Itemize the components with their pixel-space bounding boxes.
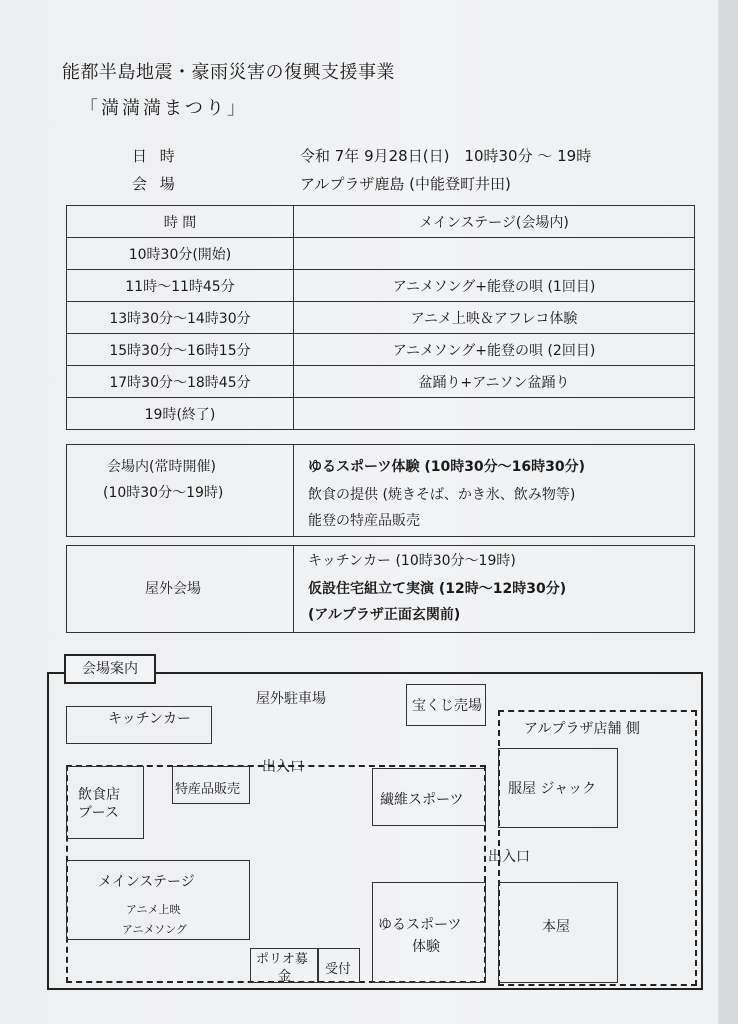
indoor-item: 能登の特産品販売 [308, 513, 420, 529]
indoor-item: 飲食の提供 (焼きそば、かき氷、飲み物等) [308, 487, 576, 503]
time-cell: 15時30分～16時15分 [67, 334, 294, 366]
time-cell: 19時(終了) [67, 398, 294, 430]
indoor-item: ゆるスポーツ体験 (10時30分～16時30分) [308, 459, 586, 475]
column-header-time: 時 間 [67, 206, 294, 238]
program-cell: アニメソング+能登の唄 (1回目) [294, 270, 695, 302]
program-cell: 盆踊り+アニソン盆踊り [294, 366, 695, 398]
outdoor-label: 屋外会場 [145, 581, 201, 597]
entrance-right-label: 出入口 [488, 849, 530, 865]
time-cell: 11時～11時45分 [67, 270, 294, 302]
reception-label: 受付 [325, 962, 352, 977]
table-row [67, 238, 695, 270]
program-cell [294, 238, 695, 270]
column-header-main-stage: メインステージ(会場内) [294, 206, 695, 238]
clothing-label: 服屋 ジャック [508, 781, 597, 797]
food-booth-label: 飲食店 [78, 787, 120, 803]
event-name: 「満満満まつり」 [80, 98, 248, 119]
outdoor-item: (アルプラザ正面玄関前) [308, 607, 461, 623]
table-row [67, 302, 695, 334]
main-stage-label: メインステージ [98, 874, 195, 890]
table-row [67, 398, 695, 430]
specialty-label: 特産品販売 [175, 782, 241, 797]
divider [293, 445, 294, 536]
document-title: 能都半島地震・豪雨災害の復興支援事業 [62, 62, 395, 83]
lottery-label: 宝くじ売場 [412, 698, 482, 714]
time-cell: 17時30分～18時45分 [67, 366, 294, 398]
kitchen-car-label: キッチンカー [108, 711, 192, 727]
entrance-top-label: 出入口 [262, 759, 304, 775]
polio-label: ポリオ募 [256, 952, 308, 967]
table-row [67, 334, 695, 366]
map-title: 会場案内 [64, 654, 156, 684]
time-cell: 10時30分(開始) [67, 238, 294, 270]
program-cell: アニメソング+能登の唄 (2回目) [294, 334, 695, 366]
bookstore-label: 本屋 [542, 919, 570, 935]
outdoor-item: 仮設住宅組立て実演 (12時～12時30分) [308, 581, 567, 597]
fiber-sports-label: 繊維スポーツ [380, 792, 464, 808]
polio-label: 金 [278, 969, 292, 984]
venue-value: アルプラザ鹿島 (中能登町井田) [300, 175, 511, 193]
indoor-hours: (10時30分～19時) [103, 485, 224, 501]
food-booth-label: ブース [78, 805, 119, 821]
parking-label: 屋外駐車場 [256, 691, 326, 707]
yuru-sports-label: 体験 [412, 939, 440, 955]
outdoor-item: キッチンカー (10時30分～19時) [308, 553, 516, 569]
date-value: 令和 7年 9月28日(日) 10時30分 ～ 19時 [300, 147, 592, 165]
program-cell [294, 398, 695, 430]
alplaza-side-label: アルプラザ店舗 側 [524, 721, 640, 737]
program-cell: アニメ上映＆アフレコ体験 [294, 302, 695, 334]
indoor-label: 会場内(常時開催) [107, 459, 216, 475]
venue-label: 会 場 [132, 175, 179, 193]
table-row [67, 270, 695, 302]
anime-song-label: アニメソング [122, 923, 187, 936]
anime-screening-label: アニメ上映 [126, 903, 181, 916]
time-cell: 13時30分～14時30分 [67, 302, 294, 334]
yuru-sports-label: ゆるスポーツ [378, 917, 462, 933]
date-label: 日 時 [132, 147, 179, 165]
schedule-table [66, 205, 695, 430]
divider [293, 546, 294, 632]
table-row [67, 366, 695, 398]
table-header-row [67, 206, 695, 238]
